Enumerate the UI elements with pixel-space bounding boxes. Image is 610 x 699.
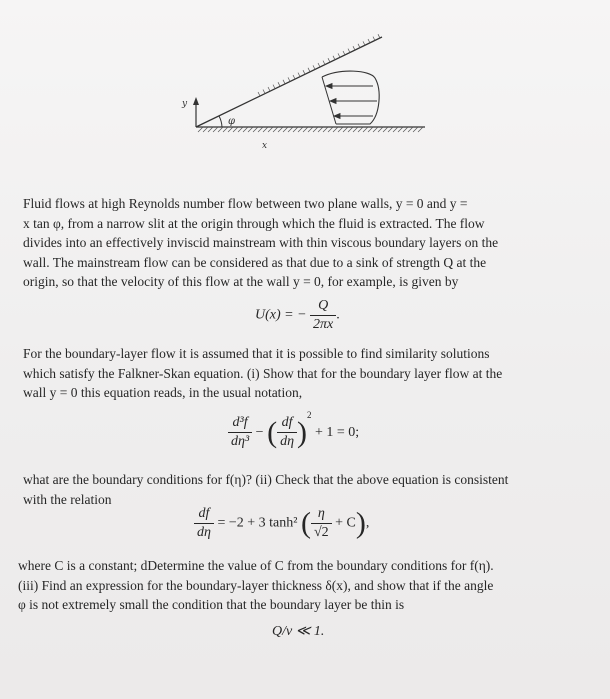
angle-label: φ xyxy=(228,116,236,127)
paragraph-4 xyxy=(18,556,583,615)
eq2-tail: + 1 = 0; xyxy=(315,425,360,440)
eq3-tail: , xyxy=(365,515,370,531)
text-line: Fluid flows at high Reynolds number flow between two plane walls, y = 0 and y = xyxy=(23,196,468,211)
text-line: x tan φ, from a narrow slit at the origin through which the fluid is extracted. The flow xyxy=(23,215,485,231)
eq2-exponent: 2 xyxy=(307,410,312,420)
eq3-inner-den: √2 xyxy=(313,525,329,540)
eq3-close-paren: ) xyxy=(355,506,366,540)
inclined-wall xyxy=(196,37,382,127)
text-line: which satisfy the Falkner-Skan equation. (i) Show that for the boundary layer flow at the xyxy=(23,365,503,381)
inclined-wall-hatching xyxy=(258,34,380,96)
y-axis-arrowhead xyxy=(193,97,199,105)
text-line: what are the boundary conditions for f(η)? (ii) Check that the above equation is consistent xyxy=(23,472,509,487)
eq2-den2: dη xyxy=(280,434,295,450)
eq3-inner-fraction xyxy=(311,505,332,542)
eq1-numerator: Q xyxy=(310,297,336,316)
eq1-denominator: 2πx xyxy=(313,317,334,332)
text-line: φ is not extremely small the condition that the boundary layer be thin is xyxy=(18,597,405,612)
text-line: where C is a constant; dDetermine the value of C from the boundary conditions for f(η). xyxy=(18,558,494,573)
y-axis-label: y xyxy=(182,99,188,109)
equation-tanh-relation xyxy=(194,505,369,542)
eq3-fraction xyxy=(194,505,214,542)
text-line: (iii) Find an expression for the boundary-layer thickness δ(x), and show that if the angle xyxy=(18,577,494,593)
eq2-close-paren: ) xyxy=(297,415,308,449)
text-line: origin, so that the velocity of this flow at the wall y = 0, for example, is given by xyxy=(23,274,459,289)
text-line: with the relation xyxy=(23,491,112,507)
equation-thin-condition xyxy=(272,623,324,640)
eq4-text: Q/ν ≪ 1. xyxy=(272,624,325,639)
eq3-den1: dη xyxy=(197,525,211,540)
paragraph-1 xyxy=(23,194,583,292)
eq1-fraction xyxy=(310,297,336,334)
velocity-arrows xyxy=(326,84,377,119)
eq2-open-paren: ( xyxy=(267,415,278,449)
wedge-flow-diagram xyxy=(170,20,440,170)
text-line: divides into an effectively inviscid mainstream with thin viscous boundary layers on the xyxy=(23,235,499,250)
text-line: wall. The mainstream flow can be considered as that due to a sink of strength Q at the xyxy=(23,254,487,270)
equation-falkner-skan xyxy=(228,410,359,451)
bottom-wall-hatching xyxy=(198,127,423,132)
eq2-num2: df xyxy=(277,414,297,433)
eq3-mid: = −2 + 3 tanh² xyxy=(217,515,298,531)
x-axis-label: x xyxy=(262,141,268,151)
eq2-fraction-1 xyxy=(228,414,252,451)
eq3-inner-num: η xyxy=(311,505,332,524)
paragraph-3 xyxy=(23,470,583,509)
eq3-inner-tail: + C xyxy=(335,515,356,531)
angle-arc xyxy=(219,116,222,127)
eq2-fraction-2 xyxy=(277,414,297,451)
eq3-open-paren: ( xyxy=(300,506,311,540)
eq1-tail: . xyxy=(336,307,340,323)
text-line: wall y = 0 this equation reads, in the usual notation, xyxy=(23,385,303,400)
eq2-den1: dη³ xyxy=(231,434,250,450)
eq2-minus: − xyxy=(255,425,264,440)
equation-velocity xyxy=(255,297,340,334)
eq2-num1: d³f xyxy=(228,414,252,433)
eq3-num1: df xyxy=(194,505,214,524)
eq1-lhs: U(x) = − xyxy=(255,307,307,323)
text-line: For the boundary-layer flow it is assumed that it is possible to find similarity solutions xyxy=(23,346,490,361)
paragraph-2 xyxy=(23,344,583,403)
